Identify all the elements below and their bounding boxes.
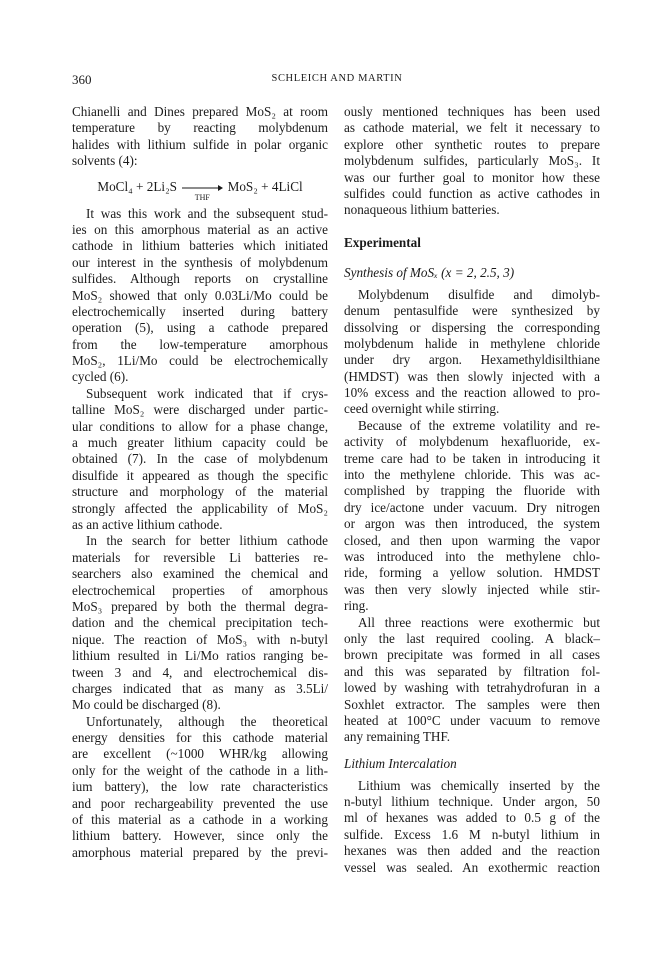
- text-line: nique. The reaction of MoS₃ with n-butyl: [72, 631, 328, 647]
- text-line: MoS₂ showed that only 0.03Li/Mo could be: [72, 287, 328, 303]
- text-line: 10% excess and the reaction allowed to pro-: [344, 385, 600, 401]
- paragraph: [344, 615, 600, 746]
- text-line: nonaqueous lithium batteries.: [344, 202, 500, 218]
- text-line: disulfide it appeared as though the specific: [72, 467, 328, 483]
- text-line: cycled (6).: [72, 369, 129, 385]
- equation-products: MoS₂ + 4LiCl: [227, 178, 303, 194]
- text-line: sulfides could function as active cathodes in: [344, 185, 600, 201]
- spacer: [344, 746, 600, 754]
- text-line: are excellent (~1000 WHR/kg allowing: [72, 746, 328, 762]
- paragraph: [72, 386, 328, 534]
- text-line: electrochemically inserted during battery: [72, 303, 328, 319]
- text-line: lithium resulted in Li/Mo ratios ranging be-: [72, 648, 328, 664]
- paragraph: [344, 778, 600, 876]
- text-line: MoS₃ prepared by both the thermal degra-: [72, 598, 328, 614]
- text-line: Mo could be discharged (8).: [72, 697, 221, 713]
- text-line: amorphous material prepared by the previ-: [72, 844, 328, 860]
- text-line: ride, forming a yellow solution. HMDST: [344, 565, 600, 581]
- text-line: lowed by washing with tetrahydrofuran in a: [344, 680, 600, 696]
- left-column: [72, 104, 328, 861]
- text-line: temperature by reacting molybdenum: [72, 120, 328, 136]
- text-line: obtained (7). In the case of molybdenum: [72, 451, 328, 467]
- text-line: lithium battery. However, since only the: [72, 828, 328, 844]
- text-line: hexanes was then added and the reaction: [344, 843, 600, 859]
- subsection-heading: Lithium Intercalation: [344, 755, 457, 771]
- text-line: dation and the chemical precipitation tech-: [72, 615, 328, 631]
- arrow-icon: [180, 183, 224, 193]
- text-line: operation (5), using a cathode prepared: [72, 320, 328, 336]
- text-line: from the low-temperature amorphous: [72, 336, 328, 352]
- text-line: brown precipitate was formed in all cases: [344, 647, 600, 663]
- text-line: only the last required cooling. A black–: [344, 630, 600, 646]
- text-line: structure and morphology of the material: [72, 484, 328, 500]
- text-line: Subsequent work indicated that if crys-: [86, 385, 328, 401]
- paragraph: [344, 104, 600, 219]
- paragraph: [344, 418, 600, 615]
- text-line: Soxhlet extractor. The samples were then: [344, 696, 600, 712]
- text-line: denum pentasulfide were synthesized by: [344, 303, 600, 319]
- text-line: All three reactions were exothermic but: [358, 614, 600, 630]
- paragraph: [72, 533, 328, 713]
- subsection-heading: Synthesis of MoSₓ (x = 2, 2.5, 3): [344, 264, 515, 280]
- text-line: (HMDST) was then slowly injected with a: [344, 368, 600, 384]
- reaction-arrow: [180, 183, 224, 202]
- text-line: a much greater lithium capacity could be: [72, 435, 328, 451]
- text-line: molybdenum halide in methylene chloride: [344, 335, 600, 351]
- text-line: Lithium was chemically inserted by the: [358, 777, 600, 793]
- text-line: energy densities for this cathode material: [72, 730, 328, 746]
- text-line: was introduced into the methylene chlo-: [344, 548, 600, 564]
- paragraph: [72, 206, 328, 386]
- text-line: tween 3 and 4, and electrochemical dis-: [72, 664, 328, 680]
- text-line: our interest in the synthesis of molybdenum: [72, 254, 328, 270]
- text-line: n-butyl lithium technique. Under argon, 50: [344, 794, 600, 810]
- spacer: [344, 219, 600, 233]
- running-title: SCHLEICH AND MARTIN: [271, 73, 403, 84]
- paragraph: [72, 714, 328, 862]
- text-line: and this was separated by filtration fol-: [344, 663, 600, 679]
- text-line: treme care had to be taken in introducing it: [344, 450, 600, 466]
- text-line: activity of molybdenum hexafluoride, ex-: [344, 434, 600, 450]
- section-heading: Experimental: [344, 234, 421, 250]
- text-line: as cathode material, we felt it necessary to: [344, 120, 600, 136]
- text-line: searchers also examined the chemical and: [72, 566, 328, 582]
- text-line: charges indicated that as many as 3.5Li/: [72, 680, 328, 696]
- text-line: Unfortunately, although the theoretical: [86, 713, 328, 729]
- text-line: ceed overnight while stirring.: [344, 401, 500, 417]
- text-line: materials for reversible Li batteries re-: [72, 549, 328, 565]
- text-line: In the search for better lithium cathode: [86, 533, 328, 549]
- right-column: [344, 104, 600, 876]
- text-line: as an active lithium cathode.: [72, 516, 223, 532]
- arrow-label: THF: [194, 192, 210, 202]
- text-line: Molybdenum disulfide and dimolyb-: [358, 286, 600, 302]
- text-line: ular conditions to allow for a phase change,: [72, 418, 328, 434]
- text-line: ously mentioned techniques has been used: [344, 104, 600, 119]
- text-line: talline MoS₂ were discharged under partic-: [72, 402, 328, 418]
- text-line: or argon was then introduced, the system: [344, 516, 600, 532]
- text-line: sulfide. Excess 1.6 M n-butyl lithium in: [344, 826, 600, 842]
- spacer: [344, 253, 600, 263]
- paragraph: [344, 287, 600, 418]
- text-line: ring.: [344, 598, 369, 614]
- text-line: only for the weight of the cathode in a lith-: [72, 762, 328, 778]
- text-line: closed, and then upon warming the vapor: [344, 532, 600, 548]
- text-line: strongly affected the applicability of MoS₂: [72, 500, 328, 516]
- text-line: Because of the extreme volatility and re-: [358, 417, 600, 433]
- text-line: It was this work and the subsequent stud-: [86, 205, 328, 221]
- text-line: MoS₂, 1Li/Mo could be electrochemically: [72, 353, 328, 369]
- page-number: 360: [72, 72, 92, 87]
- text-line: any remaining THF.: [344, 729, 451, 745]
- text-line: ies on this amorphous material as an active: [72, 221, 328, 237]
- text-line: dry ice/actone under vacuum. Dry nitrogen: [344, 499, 600, 515]
- text-line: sulfides. Although reports on crystalline: [72, 271, 328, 287]
- text-line: was our further goal to monitor how these: [344, 169, 600, 185]
- text-line: heated at 100°C under vacuum to remove: [344, 712, 600, 728]
- text-line: vessel was sealed. An exothermic reaction: [344, 859, 600, 875]
- text-line: electrochemical properties of amorphous: [72, 582, 328, 598]
- text-line: of this material as a cathode in a working: [72, 812, 328, 828]
- text-line: complished by trapping the fluoride with: [344, 483, 600, 499]
- equation-reactants: MoCl₄ + 2Li₂S: [97, 178, 177, 194]
- text-line: explore other synthetic routes to prepare: [344, 136, 600, 152]
- text-line: halides with lithium sulfide in polar organic: [72, 136, 328, 152]
- text-line: was then very slowly injected while stir-: [344, 581, 600, 597]
- text-line: solvents (4):: [72, 153, 138, 169]
- text-line: and poor rechargeability prevented the use: [72, 795, 328, 811]
- text-line: into the methylene chloride. This was ac-: [344, 467, 600, 483]
- text-line: under dry argon. Hexamethyldisilthiane: [344, 352, 600, 368]
- chemical-equation: [72, 170, 328, 206]
- text-line: molybdenum sulfides, particularly MoS₃. It: [344, 153, 600, 169]
- paragraph: [72, 104, 328, 170]
- text-line: ml of hexanes was added to 0.5 g of the: [344, 810, 600, 826]
- text-line: dissolving or dispersing the corresponding: [344, 319, 600, 335]
- page-header: [72, 72, 602, 88]
- text-line: Chianelli and Dines prepared MoS₂ at room: [72, 104, 328, 119]
- text-line: ium battery), the low rate characteristics: [72, 779, 328, 795]
- text-line: cathode in lithium batteries which initiated: [72, 238, 328, 254]
